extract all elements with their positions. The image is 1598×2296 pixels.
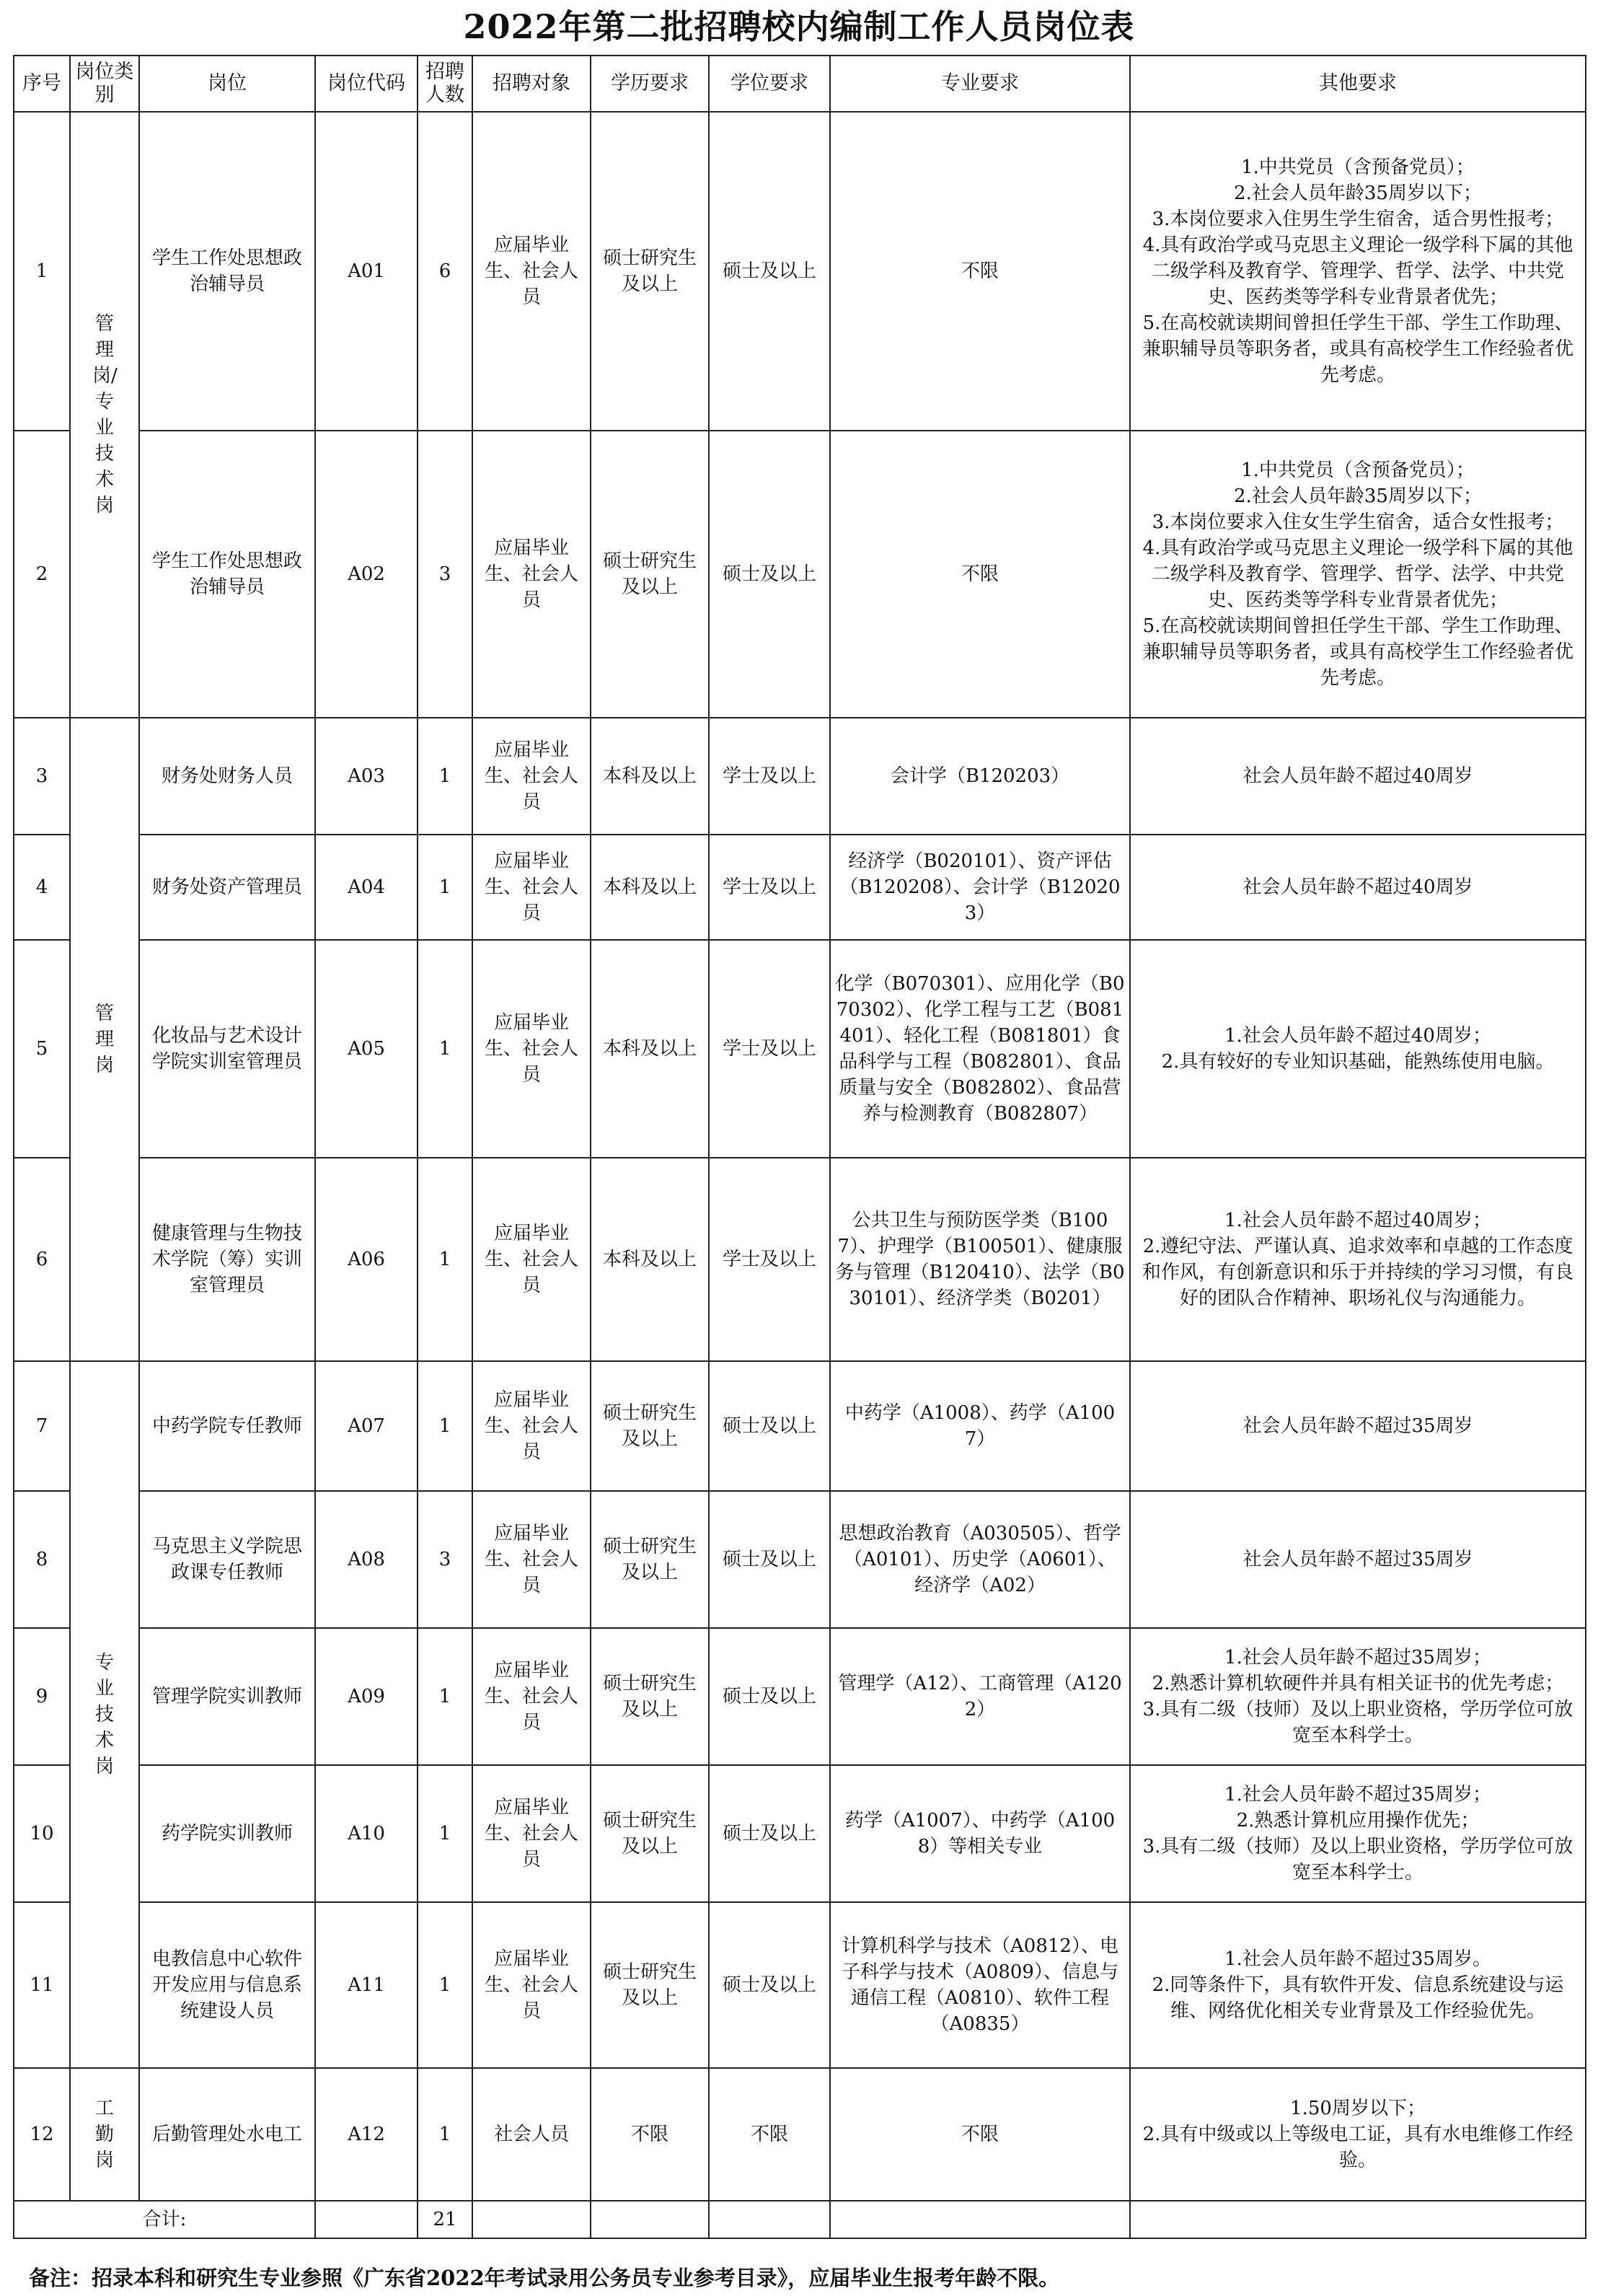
requirement-line: 3.本岗位要求入住女生学生宿舍，适合女性报考；: [1152, 511, 1564, 533]
target-cell: 应届毕业生、社会人员: [472, 835, 591, 940]
code-cell: A07: [315, 1361, 418, 1491]
degree-cell: 硕士及以上: [709, 1628, 830, 1765]
requirement-line: 3.具有二级（技师）及以上职业资格，学历学位可放宽至本科学士。: [1142, 1699, 1573, 1746]
code-cell: A11: [315, 1902, 418, 2068]
category-cell: [70, 112, 139, 718]
seq-cell: 5: [14, 940, 70, 1158]
requirement-line: 3.具有二级（技师）及以上职业资格，学历学位可放宽至本科学士。: [1142, 1836, 1573, 1883]
target-cell: 社会人员: [472, 2068, 591, 2201]
count-cell: 3: [418, 1491, 472, 1628]
target-cell: 应届毕业生、社会人员: [472, 112, 591, 431]
other-requirements-cell: [1130, 1902, 1586, 2068]
requirement-line: 2.社会人员年龄35周岁以下；: [1234, 182, 1482, 204]
table-row: [14, 940, 1586, 1158]
code-cell: A01: [315, 112, 418, 431]
seq-cell: 4: [14, 835, 70, 940]
table-row: [14, 1628, 1586, 1765]
education-cell: 硕士研究生及以上: [591, 1628, 709, 1765]
target-cell: 应届毕业生、社会人员: [472, 1158, 591, 1361]
target-cell: 应届毕业生、社会人员: [472, 1491, 591, 1628]
other-requirements-cell: [1130, 835, 1586, 940]
table-row: [14, 835, 1586, 940]
code-cell: A09: [315, 1628, 418, 1765]
major-cell: 不限: [830, 431, 1130, 718]
total-count: 21: [418, 2201, 472, 2238]
category-cell: [70, 2068, 139, 2201]
header-code: 岗位代码: [315, 56, 418, 112]
category-label: 专业技术岗: [94, 1652, 114, 1777]
requirement-line: 1.中共党员（含预备党员）；: [1241, 157, 1475, 178]
education-cell: 硕士研究生及以上: [591, 112, 709, 431]
position-cell: 药学院实训教师: [139, 1765, 315, 1902]
code-cell: A10: [315, 1765, 418, 1902]
requirement-line: 4.具有政治学或马克思主义理论一级学科下属的其他二级学科及教育学、管理学、哲学、法学、中共党史、医药类等学科专业背景者优先；: [1142, 537, 1573, 611]
major-cell: 不限: [830, 112, 1130, 431]
total-empty-cell: [1130, 2201, 1586, 2238]
table-header-row: [14, 56, 1586, 112]
table-row: [14, 1158, 1586, 1361]
degree-cell: 硕士及以上: [709, 431, 830, 718]
table-row: [14, 431, 1586, 718]
header-target: 招聘对象: [472, 56, 591, 112]
table-row: [14, 1902, 1586, 2068]
degree-cell: 不限: [709, 2068, 830, 2201]
position-cell: 中药学院专任教师: [139, 1361, 315, 1491]
requirement-line: 1.50周岁以下；: [1290, 2098, 1426, 2119]
requirement-line: 5.在高校就读期间曾担任学生干部、学生工作助理、兼职辅导员等职务者，或具有高校学生工作经验者优先考虑。: [1142, 615, 1573, 689]
table-row: [14, 112, 1586, 431]
seq-cell: 1: [14, 112, 70, 431]
education-cell: 不限: [591, 2068, 709, 2201]
requirement-line: 1.中共党员（含预备党员）；: [1241, 459, 1475, 481]
requirement-line: 4.具有政治学或马克思主义理论一级学科下属的其他二级学科及教育学、管理学、哲学、法学、中共党史、医药类等学科专业背景者优先；: [1142, 234, 1573, 308]
requirement-line: 2.熟悉计算机软硬件并具有相关证书的优先考虑；: [1152, 1673, 1564, 1694]
education-cell: 硕士研究生及以上: [591, 1902, 709, 2068]
seq-cell: 8: [14, 1491, 70, 1628]
total-code-empty: [315, 2201, 418, 2238]
header-major: 专业要求: [830, 56, 1130, 112]
position-cell: 电教信息中心软件开发应用与信息系统建设人员: [139, 1902, 315, 2068]
degree-cell: 学士及以上: [709, 1158, 830, 1361]
table-row: [14, 2068, 1586, 2201]
major-cell: 不限: [830, 2068, 1130, 2201]
education-cell: 硕士研究生及以上: [591, 431, 709, 718]
major-cell: 中药学（A1008）、药学（A1007）: [830, 1361, 1130, 1491]
total-row: [14, 2201, 1586, 2238]
requirement-line: 5.在高校就读期间曾担任学生干部、学生工作助理、兼职辅导员等职务者，或具有高校学生工作经验者优先考虑。: [1142, 312, 1573, 386]
table-row: [14, 1765, 1586, 1902]
count-cell: 1: [418, 1158, 472, 1361]
code-cell: A08: [315, 1491, 418, 1628]
target-cell: 应届毕业生、社会人员: [472, 1902, 591, 2068]
count-cell: 1: [418, 1628, 472, 1765]
page-title: 2022年第二批招聘校内编制工作人员岗位表: [463, 7, 1135, 46]
total-empty-cell: [709, 2201, 830, 2238]
position-cell: 财务处财务人员: [139, 718, 315, 835]
requirement-line: 1.社会人员年龄不超过40周岁；: [1224, 1025, 1491, 1047]
major-cell: 会计学（B120203）: [830, 718, 1130, 835]
other-requirements-cell: [1130, 112, 1586, 431]
degree-cell: 硕士及以上: [709, 1765, 830, 1902]
other-requirements-cell: [1130, 718, 1586, 835]
position-cell: 财务处资产管理员: [139, 835, 315, 940]
education-cell: 硕士研究生及以上: [591, 1361, 709, 1491]
other-requirements-cell: [1130, 1158, 1586, 1361]
requirement-line: 社会人员年龄不超过40周岁: [1242, 876, 1473, 898]
header-count: 招聘人数: [418, 56, 472, 112]
table-row: [14, 1491, 1586, 1628]
position-cell: 健康管理与生物技术学院（筹）实训室管理员: [139, 1158, 315, 1361]
seq-cell: 2: [14, 431, 70, 718]
other-requirements-cell: [1130, 1361, 1586, 1491]
category-label: 管理岗: [94, 1003, 114, 1076]
other-requirements-cell: [1130, 1491, 1586, 1628]
count-cell: 1: [418, 1765, 472, 1902]
education-cell: 本科及以上: [591, 1158, 709, 1361]
count-cell: 1: [418, 1902, 472, 2068]
education-cell: 本科及以上: [591, 718, 709, 835]
position-cell: 化妆品与艺术设计学院实训室管理员: [139, 940, 315, 1158]
category-label: 管理岗/专业技术岗: [92, 313, 118, 516]
seq-cell: 7: [14, 1361, 70, 1491]
major-cell: 化学（B070301）、应用化学（B070302）、化学工程与工艺（B081401）、轻化工程（B081801）食品科学与工程（B082801）、食品质量与安全（B082802）、食品营养与检测教育（B082807）: [830, 940, 1130, 1158]
position-cell: 后勤管理处水电工: [139, 2068, 315, 2201]
degree-cell: 硕士及以上: [709, 112, 830, 431]
positions-table: [13, 55, 1586, 2239]
category-label: 工勤岗: [94, 2098, 114, 2171]
requirement-line: 2.具有较好的专业知识基础，能熟练使用电脑。: [1161, 1051, 1555, 1073]
degree-cell: 学士及以上: [709, 718, 830, 835]
code-cell: A06: [315, 1158, 418, 1361]
requirement-line: 2.遵纪守法、严谨认真、追求效率和卓越的工作态度和作风，有创新意识和乐于并持续的学习习惯，有良好的团队合作精神、职场礼仪与沟通能力。: [1142, 1236, 1573, 1309]
header-other: 其他要求: [1130, 56, 1586, 112]
major-cell: 公共卫生与预防医学类（B1007）、护理学（B100501）、健康服务与管理（B120410）、法学（B030101）、经济学类（B0201）: [830, 1158, 1130, 1361]
seq-cell: 10: [14, 1765, 70, 1902]
header-seq: 序号: [14, 56, 70, 112]
target-cell: 应届毕业生、社会人员: [472, 940, 591, 1158]
seq-cell: 3: [14, 718, 70, 835]
code-cell: A12: [315, 2068, 418, 2201]
seq-cell: 12: [14, 2068, 70, 2201]
requirement-line: 1.社会人员年龄不超过35周岁；: [1224, 1647, 1491, 1668]
target-cell: 应届毕业生、社会人员: [472, 1765, 591, 1902]
requirement-line: 2.具有中级或以上等级电工证，具有水电维修工作经验。: [1142, 2124, 1573, 2171]
footnote: 备注：招录本科和研究生专业参照《广东省2022年考试录用公务员专业参考目录》，应届毕业生报考年龄不限。: [29, 2266, 1060, 2290]
total-empty-cell: [591, 2201, 709, 2238]
table-row: [14, 718, 1586, 835]
requirement-line: 社会人员年龄不超过35周岁: [1242, 1415, 1473, 1437]
code-cell: A03: [315, 718, 418, 835]
education-cell: 本科及以上: [591, 940, 709, 1158]
code-cell: A05: [315, 940, 418, 1158]
major-cell: 计算机科学与技术（A0812）、电子科学与技术（A0809）、信息与通信工程（A0810）、软件工程（A0835）: [830, 1902, 1130, 2068]
count-cell: 1: [418, 835, 472, 940]
requirement-line: 1.社会人员年龄不超过35周岁。: [1224, 1948, 1491, 1970]
category-cell: [70, 718, 139, 1361]
table-row: [14, 1361, 1586, 1491]
requirement-line: 2.社会人员年龄35周岁以下；: [1234, 485, 1482, 507]
other-requirements-cell: [1130, 940, 1586, 1158]
header-category: 岗位类别: [70, 56, 139, 112]
requirement-line: 1.社会人员年龄不超过35周岁；: [1224, 1784, 1491, 1805]
major-cell: 药学（A1007）、中药学（A1008）等相关专业: [830, 1765, 1130, 1902]
major-cell: 经济学（B020101）、资产评估（B120208）、会计学（B120203）: [830, 835, 1130, 940]
seq-cell: 11: [14, 1902, 70, 2068]
total-label: 合计:: [14, 2201, 315, 2238]
other-requirements-cell: [1130, 1628, 1586, 1765]
position-cell: 学生工作处思想政治辅导员: [139, 112, 315, 431]
count-cell: 1: [418, 2068, 472, 2201]
other-requirements-cell: [1130, 431, 1586, 718]
degree-cell: 硕士及以上: [709, 1902, 830, 2068]
code-cell: A04: [315, 835, 418, 940]
header-position: 岗位: [139, 56, 315, 112]
position-cell: 学生工作处思想政治辅导员: [139, 431, 315, 718]
education-cell: 本科及以上: [591, 835, 709, 940]
requirement-line: 1.社会人员年龄不超过40周岁；: [1224, 1210, 1491, 1231]
header-education: 学历要求: [591, 56, 709, 112]
target-cell: 应届毕业生、社会人员: [472, 431, 591, 718]
requirement-line: 2.同等条件下，具有软件开发、信息系统建设与运维、网络优化相关专业背景及工作经验优先。: [1152, 1974, 1564, 2022]
position-cell: 马克思主义学院思政课专任教师: [139, 1491, 315, 1628]
requirement-line: 社会人员年龄不超过35周岁: [1242, 1549, 1473, 1570]
count-cell: 1: [418, 718, 472, 835]
other-requirements-cell: [1130, 2068, 1586, 2201]
major-cell: 思想政治教育（A030505）、哲学（A0101）、历史学（A0601）、经济学（A02）: [830, 1491, 1130, 1628]
count-cell: 3: [418, 431, 472, 718]
requirement-line: 3.本岗位要求入住男生学生宿舍，适合男性报考；: [1152, 208, 1564, 230]
position-cell: 管理学院实训教师: [139, 1628, 315, 1765]
degree-cell: 学士及以上: [709, 835, 830, 940]
header-degree: 学位要求: [709, 56, 830, 112]
major-cell: 管理学（A12）、工商管理（A1202）: [830, 1628, 1130, 1765]
count-cell: 1: [418, 940, 472, 1158]
total-empty-cell: [830, 2201, 1130, 2238]
requirement-line: 社会人员年龄不超过40周岁: [1242, 765, 1473, 787]
education-cell: 硕士研究生及以上: [591, 1491, 709, 1628]
target-cell: 应届毕业生、社会人员: [472, 718, 591, 835]
degree-cell: 学士及以上: [709, 940, 830, 1158]
count-cell: 1: [418, 1361, 472, 1491]
count-cell: 6: [418, 112, 472, 431]
target-cell: 应届毕业生、社会人员: [472, 1361, 591, 1491]
degree-cell: 硕士及以上: [709, 1491, 830, 1628]
category-cell: [70, 1361, 139, 2068]
target-cell: 应届毕业生、社会人员: [472, 1628, 591, 1765]
education-cell: 硕士研究生及以上: [591, 1765, 709, 1902]
requirement-line: 2.熟悉计算机应用操作优先；: [1236, 1810, 1480, 1831]
seq-cell: 9: [14, 1628, 70, 1765]
degree-cell: 硕士及以上: [709, 1361, 830, 1491]
total-empty-cell: [472, 2201, 591, 2238]
other-requirements-cell: [1130, 1765, 1586, 1902]
seq-cell: 6: [14, 1158, 70, 1361]
code-cell: A02: [315, 431, 418, 718]
